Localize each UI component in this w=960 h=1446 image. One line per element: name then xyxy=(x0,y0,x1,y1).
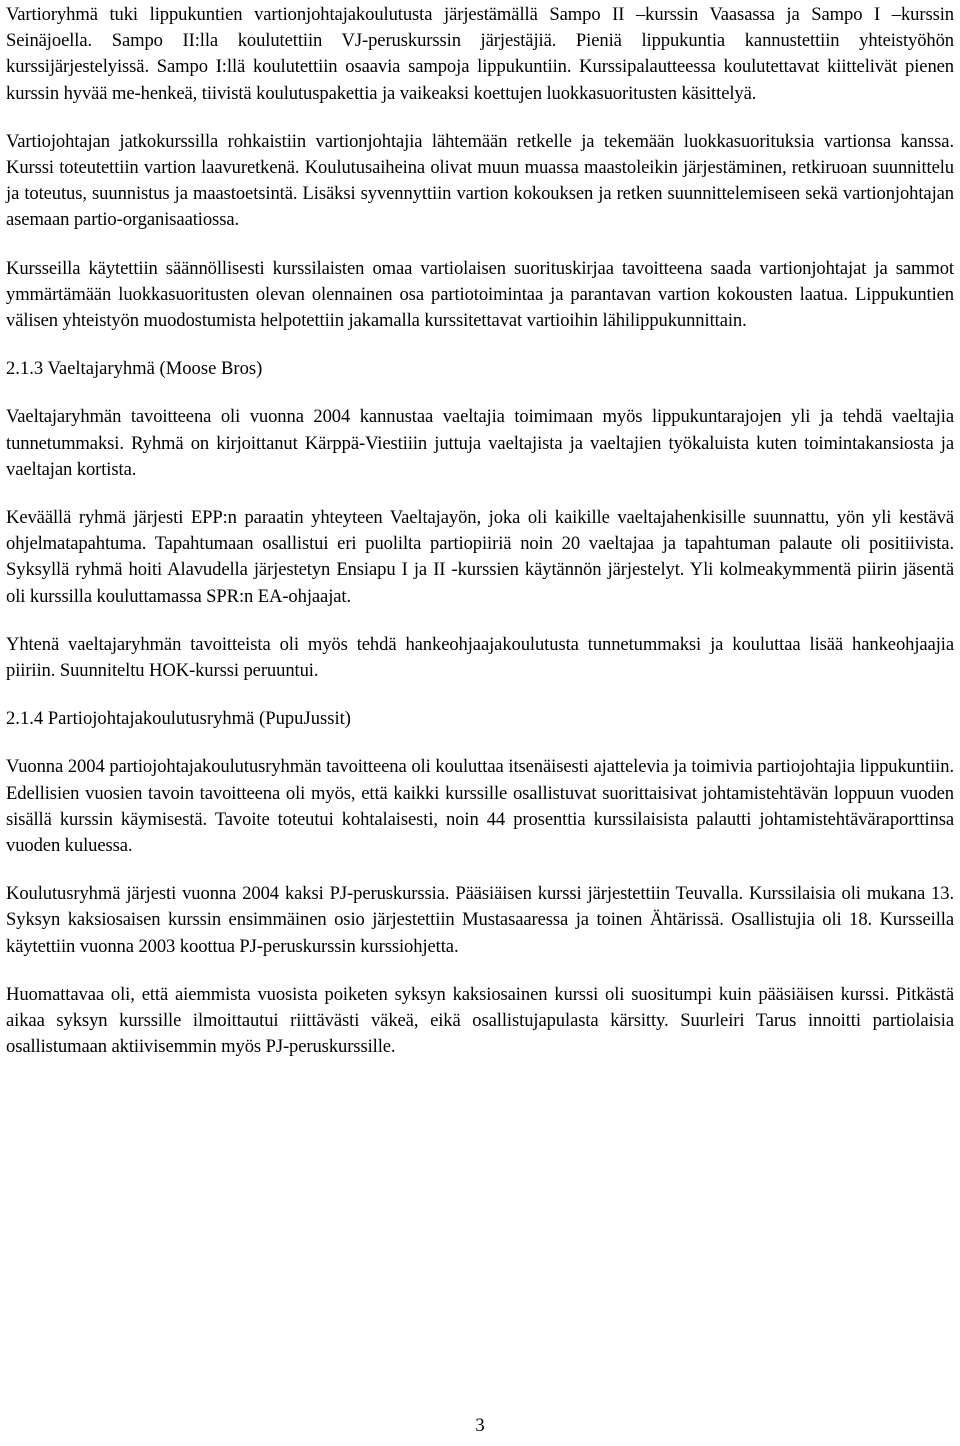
page-number: 3 xyxy=(475,1415,485,1436)
document-page xyxy=(6,2,954,1083)
paragraph-pj-peruskurssit: Koulutusryhmä järjesti vuonna 2004 kaksi PJ-peruskurssia. Pääsiäisen kurssi järjestettiin Teuvalla. Kurssilaisia oli mukana 13. Syksyn kaksiosaisen kurssin ensimmäinen osio järjestettiin Mustasaaressa ja toinen Ähtärissä. Osallistujia oli 18. Kursseilla käytettiin vuonna 2003 koottua PJ-peruskurssin kurssiohjetta. xyxy=(6,883,954,957)
section-heading-vaeltajaryhma: 2.1.3 Vaeltajaryhmä (Moose Bros) xyxy=(6,358,263,380)
paragraph-vartiojohtajan-jatkokurssi: Vartiojohtajan jatkokurssilla rohkaistiin vartionjohtajia lähtemään retkelle ja tekemään luokkasuorituksia vartionsa kanssa. Kurssi toteutettiin vartion laavuretkenä. Koulutusaiheina olivat muun muassa maastoleikin järjestäminen, retkiruoan suunnittelu ja toteutus, suunnistus ja maastoetsintä. Lisäksi syvennyttiin vartion kokouksen ja retken suunnittelemiseen sekä vartionjohtajan asemaan partio-organisaatiossa. xyxy=(6,130,954,231)
paragraph-huomattavaa: Huomattavaa oli, että aiemmista vuosista poiketen syksyn kaksiosainen kurssi oli suositumpi kuin pääsiäisen kurssi. Pitkästä aikaa syksyn kurssille ilmoittautui riittävästi väkeä, eikä osallistujapulasta kärsitty. Suurleiri Tarus innoitti partiolaisia osallistumaan aktiivisemmin myös PJ-peruskurssille. xyxy=(6,983,954,1058)
paragraph-vaeltajaryhma-tavoite: Vaeltajaryhmän tavoitteena oli vuonna 2004 kannustaa vaeltajia toimimaan myös lippukuntarajojen yli ja tehdä vaeltajia tunnetummaksi. Ryhmä on kirjoittanut Kärppä-Viestiiin juttuja vaeltajista ja vaeltajien työkaluista kuten toimintakansiosta ja vaeltajan kortista. xyxy=(6,406,954,480)
paragraph-pj-tavoite: Vuonna 2004 partiojohtajakoulutusryhmän tavoitteena oli kouluttaa itsenäisesti ajattelevia ja toimivia partiojohtajia lippukuntiin. Edellisien vuosien tavoin tavoitteena oli myös, että kaikki kurssille osallistuvat suorittaisivat johtamistehtävän loppuun vuoden sisällä kurssin käymisestä. Tavoite toteutui kohtalaisesti, noin 44 prosenttia kurssilaisista palautti johtamistehtäväraporttinsa vuoden kuluessa. xyxy=(6,756,954,857)
section-heading-partiojohtajakoulutus: 2.1.4 Partiojohtajakoulutusryhmä (PupuJussit) xyxy=(6,708,352,730)
paragraph-vartioryhma: Vartioryhmä tuki lippukuntien vartionjohtajakoulutusta järjestämällä Sampo II –kurssin Vaasassa ja Sampo I –kurssin Seinäjoella. Sampo II:lla koulutettiin VJ-peruskurssin järjestäjiä. Pieniä lippukuntia kannustettiin yhteistyöhön kurssijärjestelyissä. Sampo I:llä koulutettiin osaavia sampoja lippukuntiin. Kurssipalautteessa koulutettavat kiittelivät pienen kurssin hyvää me-henkeä, tiivistä koulutuspakettia ja vaikeaksi koettujen luokkasuoritusten käsittelyä. xyxy=(6,4,954,104)
paragraph-vaeltajayo: Keväällä ryhmä järjesti EPP:n paraatin yhteyteen Vaeltajayön, joka oli kaikille vaeltajahenkisille suunnattu, yön yli kestävä ohjelmatapahtuma. Tapahtumaan osallistui eri puolilta partiopiiriä noin 20 vaeltajaa ja tapahtuman palaute oli positiivista. Syksyllä ryhmä hoiti Alavudella järjestetyn Ensiapu I ja II -kurssien käytännön järjestelyt. Yli kolmeakymmentä piirin jäsentä oli kurssilla kouluttamassa SPR:n EA-ohjaajat. xyxy=(6,507,954,607)
paragraph-kursseilla: Kursseilla käytettiin säännöllisesti kurssilaisten omaa vartiolaisen suorituskirjaa tavoitteena saada vartionjohtajat ja sammot ymmärtämään luokkasuoritusten olevan olennainen osa partiotoimintaa ja parantavan vartion kokousten laatua. Lippukuntien välisen yhteistyön muodostumista helpotettiin jakamalla kurssitettavat vartioihin lähilippukunnittain. xyxy=(6,257,954,332)
paragraph-hankeohjaaja: Yhtenä vaeltajaryhmän tavoitteista oli myös tehdä hankeohjaajakoulutusta tunnetummaksi ja kouluttaa lisää hankeohjaajia piiriin. Suunniteltu HOK-kurssi peruuntui. xyxy=(6,633,954,682)
